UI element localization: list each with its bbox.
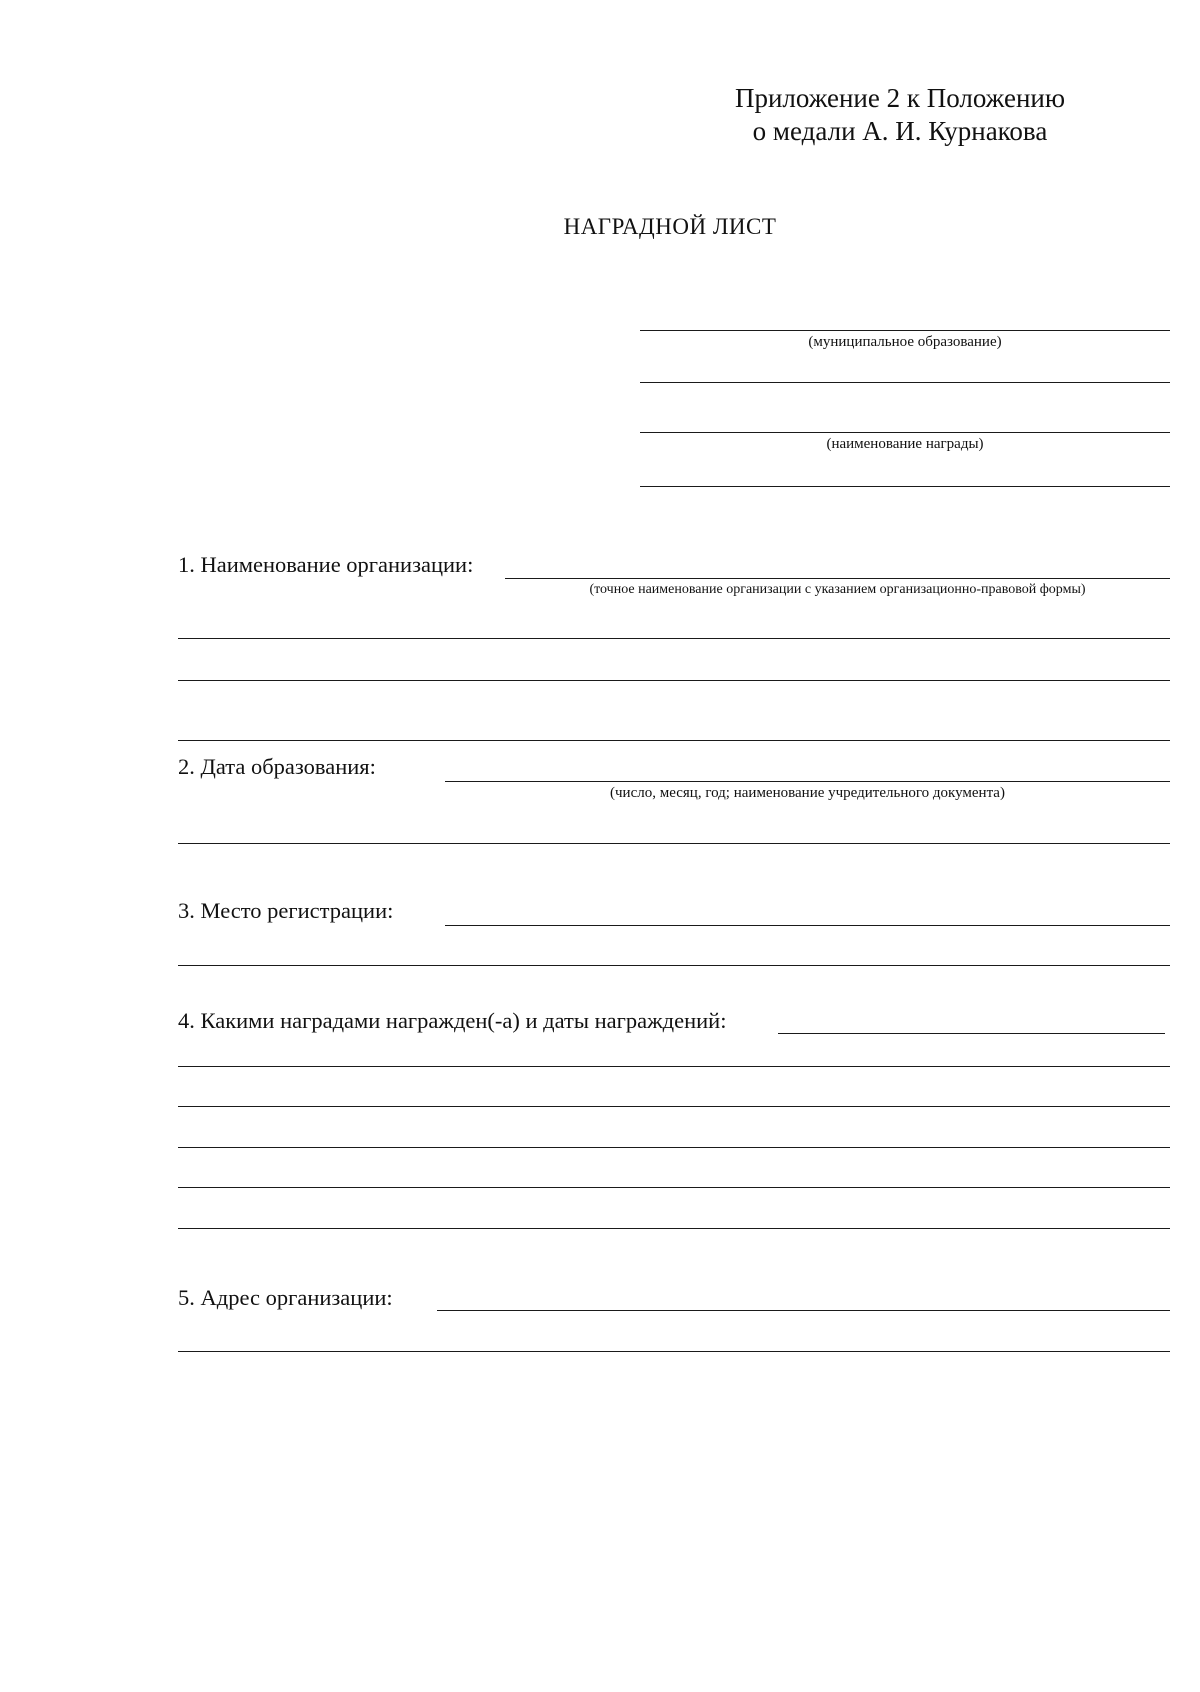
organization-name-line-4[interactable]: [178, 740, 1170, 741]
founding-date-line-2[interactable]: [178, 843, 1170, 844]
municipality-caption: (муниципальное образование): [808, 334, 1002, 350]
organization-name-line-3[interactable]: [178, 680, 1170, 681]
organization-name-line[interactable]: [505, 578, 1170, 579]
award-name-line-2[interactable]: [640, 486, 1170, 487]
appendix-header-line2: о медали А. И. Курнакова: [752, 116, 1048, 146]
award-name-line[interactable]: [640, 432, 1170, 433]
registration-place-line[interactable]: [445, 925, 1170, 926]
document-title: НАГРАДНОЙ ЛИСТ: [563, 214, 777, 239]
appendix-header: [690, 82, 1110, 148]
registration-place-line-2[interactable]: [178, 965, 1170, 966]
award-name-caption: (наименование награды): [826, 436, 984, 452]
founding-date-label: 2. Дата образования:: [178, 754, 376, 779]
awards-line-3[interactable]: [178, 1106, 1170, 1107]
awards-line-4[interactable]: [178, 1147, 1170, 1148]
founding-date-line[interactable]: [445, 781, 1170, 782]
awards-line-6[interactable]: [178, 1228, 1170, 1229]
founding-date-caption: (число, месяц, год; наименование учредительного документа): [610, 785, 1005, 801]
address-line-2[interactable]: [178, 1351, 1170, 1352]
address-line[interactable]: [437, 1310, 1170, 1311]
awards-label: 4. Какими наградами награжден(-а) и даты награждений:: [178, 1008, 727, 1033]
awards-line-5[interactable]: [178, 1187, 1170, 1188]
registration-place-label: 3. Место регистрации:: [178, 898, 394, 923]
awards-line[interactable]: [778, 1033, 1165, 1034]
organization-name-line-2[interactable]: [178, 638, 1170, 639]
address-label: 5. Адрес организации:: [178, 1285, 393, 1310]
organization-name-label: 1. Наименование организации:: [178, 552, 474, 577]
municipality-line[interactable]: [640, 330, 1170, 331]
appendix-header-line1: Приложение 2 к Положению: [734, 83, 1066, 113]
organization-name-caption: (точное наименование организации с указанием организационно-правовой формы): [589, 582, 1086, 597]
municipality-line-2[interactable]: [640, 382, 1170, 383]
awards-line-2[interactable]: [178, 1066, 1170, 1067]
